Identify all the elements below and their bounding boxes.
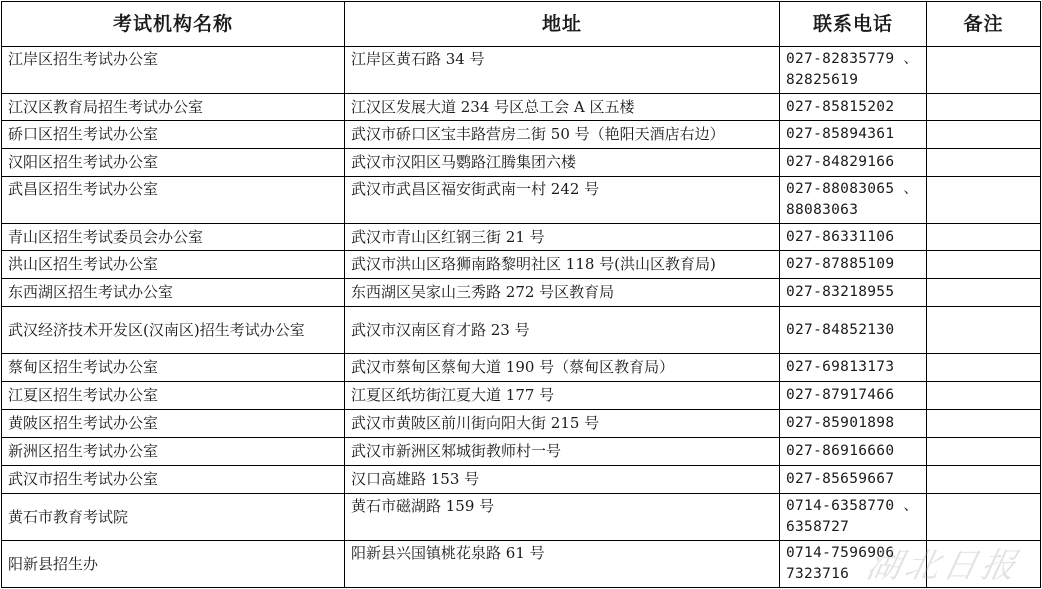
- header-row: [2, 2, 1041, 47]
- office-address: 江汉区发展大道 234 号区总工会 A 区五楼: [345, 94, 780, 121]
- table-row: [2, 494, 1041, 541]
- table-row: [2, 121, 1041, 149]
- office-note: [927, 494, 1041, 541]
- office-name: 洪山区招生考试办公室: [2, 251, 345, 279]
- office-phone: [780, 494, 927, 541]
- office-phone: 027-87885109: [780, 251, 927, 279]
- office-note: [927, 541, 1041, 588]
- office-name: 阳新县招生办: [2, 541, 345, 588]
- office-phone: 027-85901898: [780, 410, 927, 438]
- table-row: [2, 438, 1041, 466]
- office-phone: [780, 177, 927, 224]
- office-note: [927, 224, 1041, 251]
- header-name: 考试机构名称: [2, 2, 345, 47]
- header-address: 地址: [345, 2, 780, 47]
- header-note: 备注: [927, 2, 1041, 47]
- table-row: [2, 466, 1041, 494]
- phone-line: 027-88083065 、: [786, 181, 919, 197]
- table-row: [2, 541, 1041, 588]
- table-row: [2, 149, 1041, 177]
- office-address: 东西湖区吴家山三秀路 272 号区教育局: [345, 279, 780, 307]
- office-name: 黄石市教育考试院: [2, 494, 345, 541]
- table-row: [2, 307, 1041, 354]
- office-note: [927, 438, 1041, 466]
- office-phone: [780, 541, 927, 588]
- phone-line: 82825619: [786, 72, 859, 88]
- phone-line: 0714-6358770 、: [786, 498, 919, 514]
- office-note: [927, 307, 1041, 354]
- table-row: [2, 382, 1041, 410]
- office-note: [927, 354, 1041, 382]
- office-name: 青山区招生考试委员会办公室: [2, 224, 345, 251]
- office-phone: 027-86916660: [780, 438, 927, 466]
- table-row: [2, 279, 1041, 307]
- office-name: 汉阳区招生考试办公室: [2, 149, 345, 177]
- office-address: 江岸区黄石路 34 号: [345, 47, 780, 94]
- office-note: [927, 149, 1041, 177]
- office-name: 东西湖区招生考试办公室: [2, 279, 345, 307]
- office-phone: 027-84829166: [780, 149, 927, 177]
- office-note: [927, 466, 1041, 494]
- newspaper-watermark: 湖北日报: [863, 546, 1024, 586]
- office-address: 武汉市硚口区宝丰路营房二街 50 号（艳阳天酒店右边）: [345, 121, 780, 149]
- office-address: 武汉市青山区红钢三街 21 号: [345, 224, 780, 251]
- table-row: [2, 354, 1041, 382]
- office-address: 武汉市新洲区邾城街教师村一号: [345, 438, 780, 466]
- office-phone: [780, 47, 927, 94]
- office-name: 江夏区招生考试办公室: [2, 382, 345, 410]
- office-address: 阳新县兴国镇桃花泉路 61 号: [345, 541, 780, 588]
- office-name: 江岸区招生考试办公室: [2, 47, 345, 94]
- office-note: [927, 279, 1041, 307]
- table-row: [2, 224, 1041, 251]
- phone-line: 7323716: [786, 566, 850, 582]
- office-note: [927, 121, 1041, 149]
- table-row: [2, 177, 1041, 224]
- office-phone: 027-85659667: [780, 466, 927, 494]
- office-phone: 027-86331106: [780, 224, 927, 251]
- phone-line: 6358727: [786, 519, 850, 535]
- office-name: 硚口区招生考试办公室: [2, 121, 345, 149]
- office-address: 汉口高雄路 153 号: [345, 466, 780, 494]
- office-note: [927, 177, 1041, 224]
- phone-line: 0714-7596906: [786, 545, 895, 561]
- office-address: 江夏区纸坊街江夏大道 177 号: [345, 382, 780, 410]
- office-name: 武汉经济技术开发区(汉南区)招生考试办公室: [2, 307, 345, 354]
- office-name: 武昌区招生考试办公室: [2, 177, 345, 224]
- office-address: 武汉市武昌区福安街武南一村 242 号: [345, 177, 780, 224]
- office-note: [927, 251, 1041, 279]
- office-address: 黄石市磁湖路 159 号: [345, 494, 780, 541]
- table-row: [2, 410, 1041, 438]
- office-phone: 027-83218955: [780, 279, 927, 307]
- office-address: 武汉市洪山区珞狮南路黎明社区 118 号(洪山区教育局): [345, 251, 780, 279]
- office-address: 武汉市汉南区育才路 23 号: [345, 307, 780, 354]
- office-phone: 027-85815202: [780, 94, 927, 121]
- table-row: [2, 47, 1041, 94]
- office-name: 蔡甸区招生考试办公室: [2, 354, 345, 382]
- header-phone: 联系电话: [780, 2, 927, 47]
- office-note: [927, 94, 1041, 121]
- office-address: 武汉市蔡甸区蔡甸大道 190 号（蔡甸区教育局）: [345, 354, 780, 382]
- office-note: [927, 47, 1041, 94]
- exam-office-table: [1, 1, 1041, 588]
- office-address: 武汉市汉阳区马鹦路江腾集团六楼: [345, 149, 780, 177]
- office-name: 武汉市招生考试办公室: [2, 466, 345, 494]
- office-phone: 027-87917466: [780, 382, 927, 410]
- table-row: [2, 251, 1041, 279]
- office-note: [927, 410, 1041, 438]
- office-name: 江汉区教育局招生考试办公室: [2, 94, 345, 121]
- table-row: [2, 94, 1041, 121]
- office-phone: 027-85894361: [780, 121, 927, 149]
- phone-line: 88083063: [786, 202, 859, 218]
- office-name: 黄陂区招生考试办公室: [2, 410, 345, 438]
- office-name: 新洲区招生考试办公室: [2, 438, 345, 466]
- office-phone: 027-84852130: [780, 307, 927, 354]
- office-note: [927, 382, 1041, 410]
- office-phone: 027-69813173: [780, 354, 927, 382]
- phone-line: 027-82835779 、: [786, 51, 919, 67]
- office-address: 武汉市黄陂区前川街向阳大街 215 号: [345, 410, 780, 438]
